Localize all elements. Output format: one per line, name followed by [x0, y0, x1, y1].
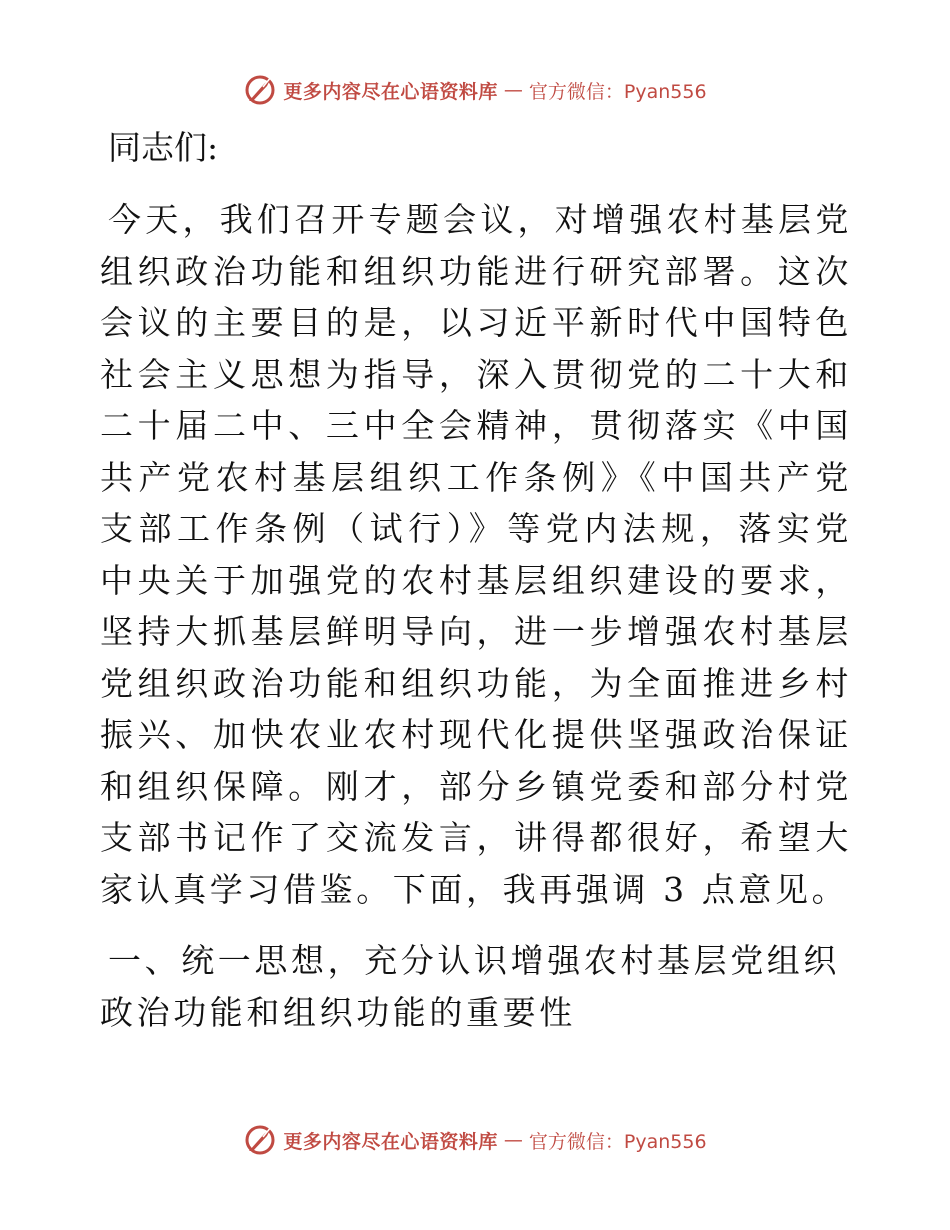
salutation: 同志们: [108, 128, 219, 167]
document-body [100, 122, 852, 1038]
watermark-wechat-label: 官方微信：Pyan556 [528, 80, 707, 103]
watermark-brand-text: 更多内容尽在心语资料库 [283, 80, 498, 103]
watermark-separator: — [503, 79, 523, 101]
quill-pen-logo-icon [243, 73, 277, 107]
quill-pen-logo-icon [243, 1123, 277, 1157]
watermark-wechat-label: 官方微信：Pyan556 [528, 1130, 707, 1153]
watermark-brand-text: 更多内容尽在心语资料库 [283, 1130, 498, 1153]
paragraph-intro: 今天，我们召开专题会议，对增强农村基层党组织政治功能和组织功能进行研究部署。这次会议的主要目的是，以习近平新时代中国特色社会主义思想为指导，深入贯彻党的二十大和二十届二中、三中全会精神，贯彻落实《中国共产党农村基层组织工作条例》《中国共产党支部工作条例（试行）》等党内法规，落实党中央关于加强党的农村基层组织建设的要求，坚持大抓基层鲜明导向，进一步增强农村基层党组织政治功能和组织功能，为全面推进乡村振兴、加快农业农村现代化提供坚强政治保证和组织保障。刚才，部分乡镇党委和部分村党支部书记作了交流发言，讲得都很好，希望大家认真学习借鉴。下面，我再强调 3 点意见。 [100, 200, 852, 909]
section-heading-1: 一、统一思想，充分认识增强农村基层党组织政治功能和组织功能的重要性 [100, 941, 840, 1032]
watermark-separator: — [503, 1129, 523, 1151]
header-watermark [0, 72, 950, 108]
footer-watermark [0, 1122, 950, 1158]
